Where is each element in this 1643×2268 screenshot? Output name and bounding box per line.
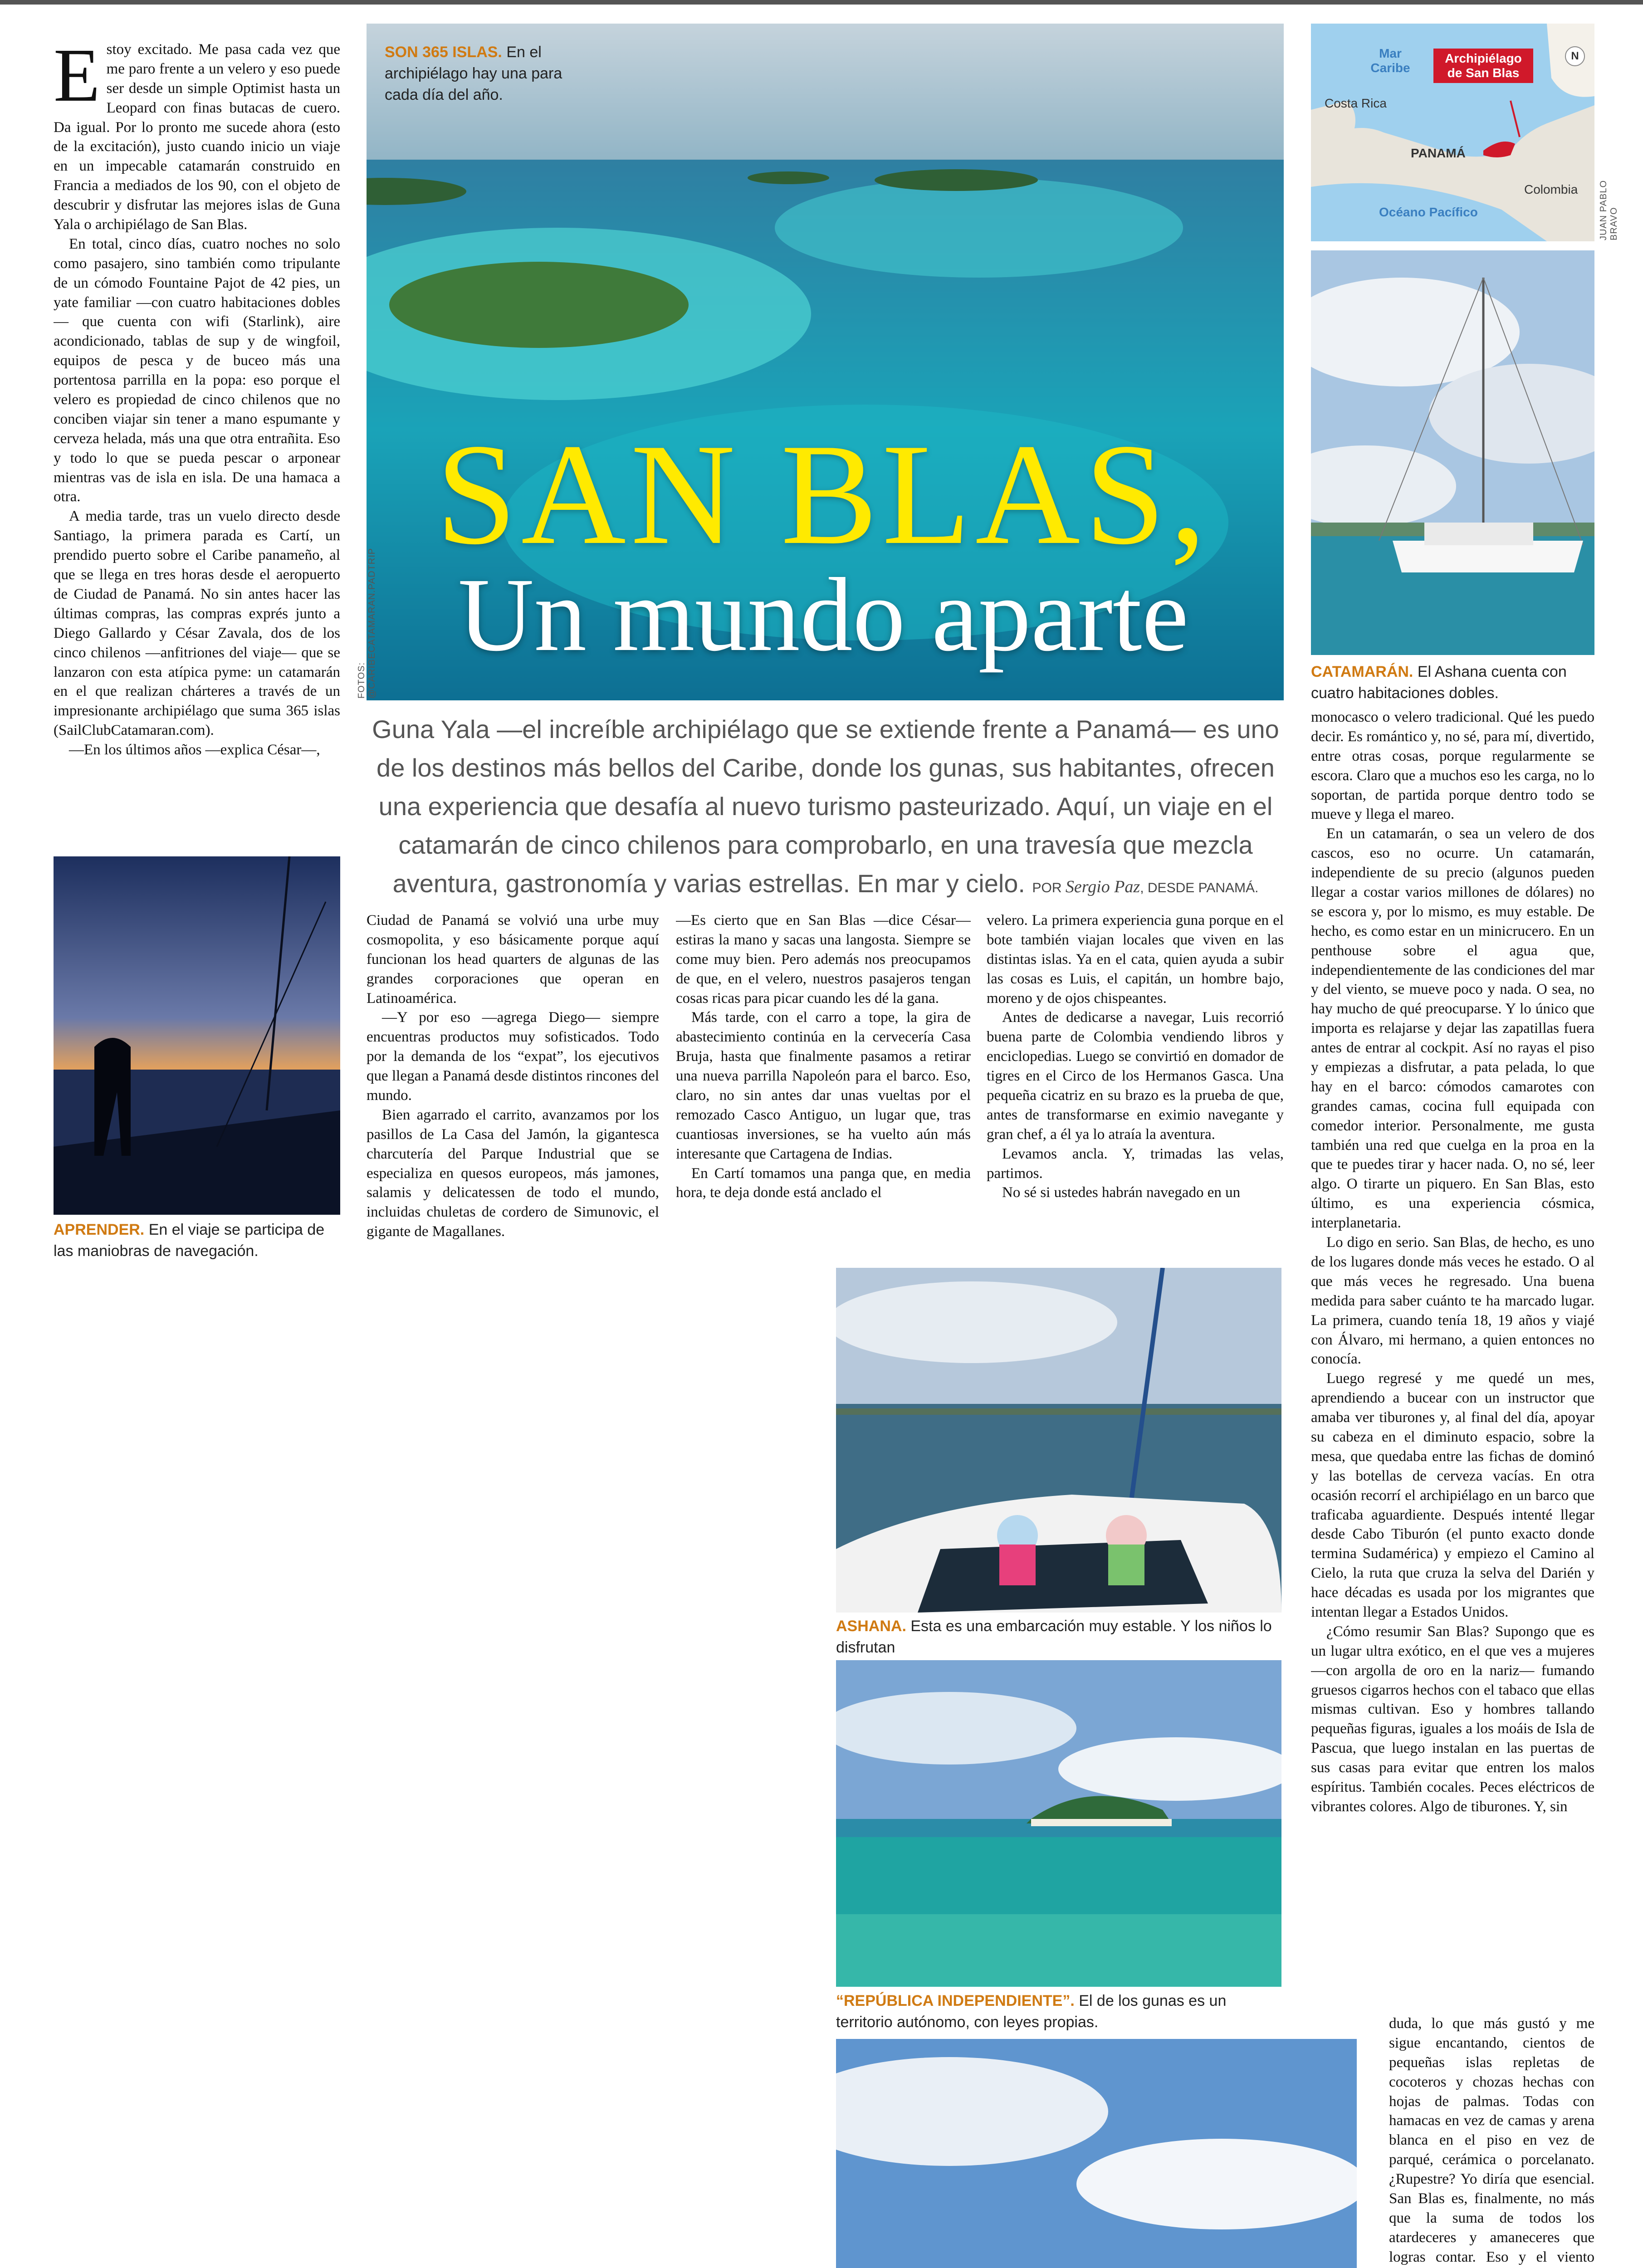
paragraph: Antes de dedicarse a navegar, Luis recorrió buena parte de Colombia vendiendo libros y enciclopedias. Luego se convirtió en domador de tigres en el Circo de los Hermanos Gasca. Una pequeña cicatriz en su brazo es la prueba de que, antes de transformarse en eximio navegante y gran chef, a él ya lo atraía la aventura. [987,1009,1284,1143]
byline-author: Sergio Paz [1065,877,1140,897]
paragraph: velero. La primera experiencia guna porque en el bote también viajan locales que viven en las distintas islas. Ya en el cata, quien ayuda a subir las cosas es Luis, el capitán, un hombre bajo, moreno y de ojos chispeantes. [987,912,1284,1007]
photo-catamaran [1311,250,1594,655]
caption-text: El de los gunas es un territorio autónomo, con leyes propias. [836,1992,1227,2031]
paragraph: —En los últimos años —explica César—, [69,742,320,758]
dek-text: Guna Yala —el increíble archipiélago que se extiende frente a Panamá— es uno de los destinos más bellos del Caribe, donde los gunas, sus habitantes, ofrecen una experiencia que desafía al nuevo turismo pasteurizado. Aquí, un viaje en el catamarán de cinco chilenos para comprobarlo, en una travesía que mezcla aventura, gastronomía y varias estrellas. En mar y cielo. [372,715,1279,898]
paragraph: monocasco o velero tradicional. Qué les puedo decir. Es romántico y, no sé, para mí, divertido, entre otras cosas, porque regularmente se escora. Claro que a muchos eso les carga, no lo soportan, de partida porque dentro todo se mueve y llega el mareo. [1311,709,1594,823]
caption-aprender [54,1219,340,1262]
caption-republica [836,1990,1281,2033]
caption-label: CATAMARÁN. [1311,663,1413,680]
map-label-costa-rica: Costa Rica [1325,96,1387,110]
paragraph: Lo digo en serio. San Blas, de hecho, es uno de los lugares donde más veces he estado. O al que más veces he regresado. Una buena medida para saber cuánto te ha marcado lugar. La primera, cuando tenía 18, 19 años y viajé con Álvaro, mi hermano, a quien entonces no conocía. [1311,1234,1594,1368]
map-label-colombia: Colombia [1524,182,1578,196]
article-column-3 [676,911,971,1274]
byline: POR Sergio Paz, DESDE PANAMÁ. [1032,877,1259,897]
map-label-mar-caribe: Mar Caribe [1370,46,1410,75]
caption-text: En el viaje se participa de las maniobras de navegación. [54,1221,325,1260]
photo-resorts [836,2039,1357,2268]
paragraph: —Y por eso —agrega Diego— siempre encuentras productos muy sofisticados. Todo por la demanda de los “expat”, los ejecutivos que llegan a Panamá desde distintos rincones del mundo. [367,1009,659,1104]
paragraph: Levamos ancla. Y, trimadas las velas, partimos. [987,1145,1284,1182]
map-label-oceano: Océano Pacífico [1379,205,1478,219]
paragraph: ¿Cómo resumir San Blas? Supongo que es un lugar ultra exótico, en el que ves a mujeres —con argolla de oro en la nariz— fumando gruesos cigarros hechos con el tabaco que ellas mismas cultivan. Eso y hombres tallando pequeñas figuras, iguales a los moáis de Isla de Pascua, que luego instalan en las puertas de sus casas para evitar que entren los malos espíritus. También cocales. Peces eléctricos de vibrantes colores. Algo de tiburones. Y, sin [1311,1623,1594,1815]
article-column-5 [1311,708,1594,2014]
caption-text: En el archipiélago hay una para cada día del año. [385,44,562,103]
photo-credit-hero: FOTOS: @CARIBECATAMARAN.PADTRIP [357,547,377,699]
map-label-panama: PANAMÁ [1411,146,1466,160]
headline [363,414,1284,673]
headline-line-2: Un mundo aparte [458,557,1189,673]
paragraph: No sé si ustedes habrán navegado en un [1002,1184,1241,1201]
paragraph: Luego regresé y me quedé un mes, aprendiendo a bucear con un instructor que amaba ver tiburones y, al final del día, apoyar su cabeza en el diminuto espacio, sobre la mesa, que quedaba entre las fichas de dominó y las botellas de cerveza vacías. En otra ocasión recorrí el archipiélago en un barco que traficaba aguardiente. Después intenté llegar desde Cabo Tiburón (el punto exacto donde termina Sudamérica) y empiezo el Camino al Cielo, la ruta que cruza la selva del Darién y hace décadas es usada por los migrantes que intentan llegar a Estados Unidos. [1311,1370,1594,1620]
paragraph: Ciudad de Panamá se volvió una urbe muy cosmopolita, y eso básicamente porque aquí funcionan los head quarters de algunas de las grandes corporaciones que operan en Latinoamérica. [367,912,659,1007]
caption-label: APRENDER. [54,1221,145,1238]
paragraph: stoy excitado. Me pasa cada vez que me paro frente a un velero y eso puede ser desde un simple Optimist hasta un Leopard con finas butacas de cuero. Da igual. Por lo pronto me sucede ahora (esto de la excitación), justo cuando inicio un viaje en un impecable catamarán construido en Francia a mediados de los 90, con el objeto de descubrir y disfrutar las mejores islas de Guna Yala o archipiélago de San Blas. [54,41,340,233]
photo-ashana [836,1268,1281,1613]
caption-label: ASHANA. [836,1618,906,1635]
article-column-6 [1389,2014,1594,2268]
photo-republica [836,1660,1281,1987]
drop-cap: E [54,40,100,117]
article-column-4 [987,911,1284,1274]
photo-credit-map: JUAN PABLO BRAVO [1599,180,1619,240]
paragraph: A media tarde, tras un vuelo directo desde Santiago, la primera parada es Cartí, un prendido puerto sobre el Caribe panameño, al que se llega en tres horas desde el aeropuerto de Ciudad de Panamá. No sin antes hacer las últimas compras, las compras exprés junto a Diego Gallardo y César Zavala, dos de los cinco chilenos —anfitriones del viaje— que se lanzaron con esta atípica pyme: un catamarán en el que realizan chárteres a través de un impresionante archipiélago que suma 365 islas (SailClubCatamaran.com). [54,508,340,739]
article-column-1 [54,40,340,852]
paragraph: En Cartí tomamos una panga que, en media hora, te deja donde está anclado el [676,1165,971,1201]
photo-aprender [54,856,340,1215]
paragraph: Bien agarrado el carrito, avanzamos por los pasillos de La Casa del Jamón, la gigantesca charcutería del Parque Industrial que se especializa en quesos europeos, más jamones, salamis y delicatessen de todo el mundo, incluidas chuletas de cordero de Simunovic, el gigante de Magallanes. [367,1106,659,1240]
paragraph: Más tarde, con el carro a tope, la gira de abastecimiento continúa en la cervecería Casa Bruja, hasta que finalmente pasamos a retirar una nueva parrilla Napoleón para el barco. Eso, claro, no sin antes dar unas vueltas por el remozado Casco Antiguo, un lugar que, tras cuantiosas inversiones, se ha vuelto aún más interesante que Cartagena de Indias. [676,1009,971,1162]
north-arrow-icon: N [1565,46,1585,66]
paragraph: duda, lo que más gustó y me sigue encantando, cientos de pequeñas islas repletas de cocoteros y chozas hechas con hojas de palmas. Todas con hamacas en vez de camas y arena blanca en el piso en vez de parqué, cerámica o porcelanato. ¿Rupestre? Yo diría que esencial. San Blas es, finalmente, no más que la suma de todos los atardeceres y amaneceres que logras contar. Eso y el viento [1389,2015,1594,2265]
caption-text: El Ashana cuenta con cuatro habitaciones dobles. [1311,663,1567,702]
caption-ashana [836,1616,1281,1658]
headline-line-1: SAN BLAS, [435,414,1211,575]
caption-catamaran [1311,661,1594,704]
caption-text: Esta es una embarcación muy estable. Y los niños lo disfrutan [836,1618,1272,1656]
location-map [1311,24,1594,241]
caption-label: “REPÚBLICA INDEPENDIENTE”. [836,1992,1075,2009]
article-column-2 [367,911,659,1274]
top-rule [0,0,1643,5]
paragraph: En un catamarán, o sea un velero de dos cascos, eso no ocurre. Un catamarán, independiente de su precio (algunos pueden llegar a costar varios millones de dólares) no se escora y, por lo mismo, es muy estable. De hecho, es como estar en un minicrucero. En un penthouse sobre el agua que, independientemente de las condiciones del mar y del viento, se mueve poco y nada. O sea, no hay mucho de qué preocuparse. Y lo único que importa es relajarse y dejar las zapatillas fuera antes de entrar al cockpit. Así no rayas el piso y empiezas a disfrutar, a pata pelada, lo que hay en el barco: cómodos camarotes con grandes camas, cocina full equipada con comedor interior. Personalmente, me gusta también una red que cuelga en la proa en la que te puedes tirar y hacer nada. O, no sé, leer algo. O tirarte un piquero. En San Blas, esto último, es una experiencia cósmica, interplanetaria. [1311,826,1594,1232]
map-label-archipielago: Archipiélago de San Blas [1433,49,1533,83]
caption-hero [385,42,575,106]
paragraph: —Es cierto que en San Blas —dice César— estiras la mano y sacas una langosta. Siempre se come muy bien. Pero además nos preocupamos de que, en el velero, nuestros pasajeros tengan cosas ricas para picar cuando les dé la gana. [676,912,971,1007]
dek [367,710,1284,903]
paragraph: En total, cinco días, cuatro noches no solo como pasajero, sino también como tripulante de un cómodo Fountaine Pajot de 42 pies, un yate familiar —con cuatro habitaciones dobles— que cuenta con wifi (Starlink), aire acondicionado, tablas de sup y de wingfoil, equipos de pesca y de buceo más una portentosa parrilla en la popa: eso porque el velero es propiedad de cinco chilenos que no conciben viajar sin tener a mano espumante y cerveza helada, más una que otra entrañita. Eso y todo lo que se pueda pescar o arponear mientras vas de isla en isla. De una hamaca a otra. [54,235,340,505]
caption-label: SON 365 ISLAS. [385,44,502,61]
